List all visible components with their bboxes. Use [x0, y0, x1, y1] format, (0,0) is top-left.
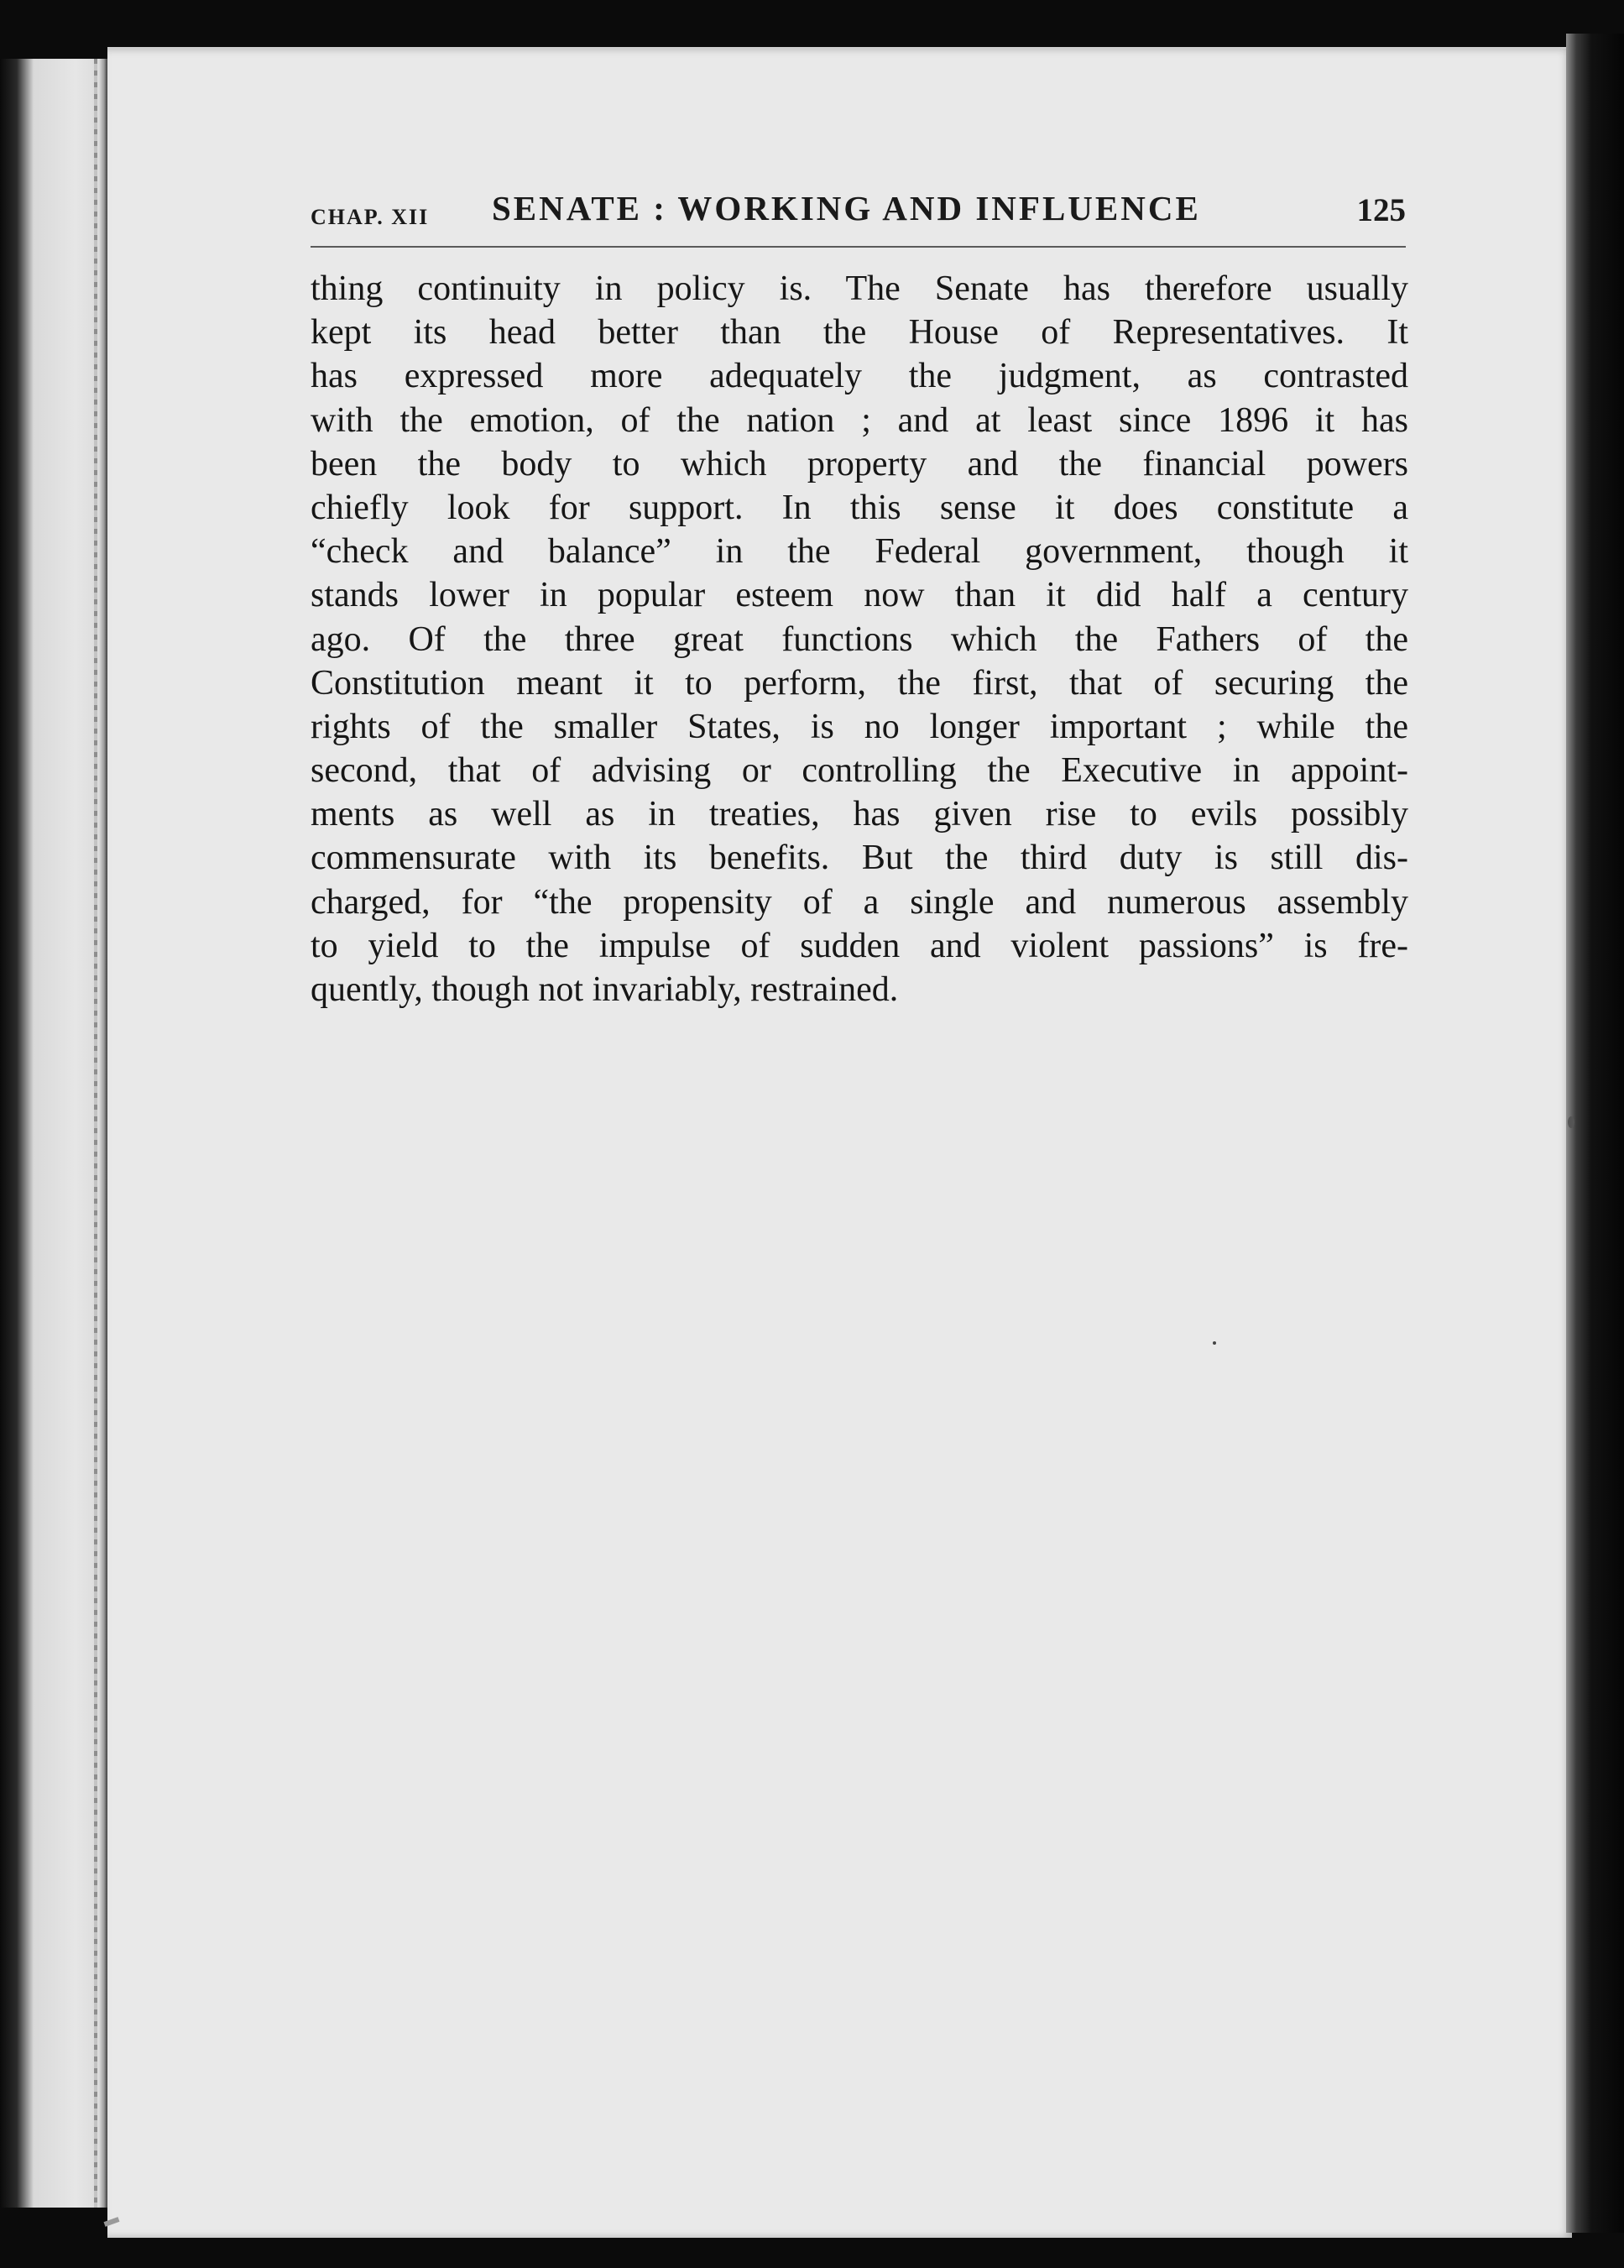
- text-line: been the body to which property and the financial powers: [311, 444, 1408, 483]
- text-line: kept its head better than the House of Representatives. It: [311, 313, 1408, 353]
- binding-shadow: [1566, 34, 1624, 2233]
- text-line: chiefly look for support. In this sense it does constitute a: [311, 488, 1408, 527]
- text-line: ments as well as in treaties, has given rise to evils possibly: [311, 795, 1408, 834]
- text-line: quently, though not invariably, restrained.: [311, 970, 899, 1009]
- text-line: charged, for “the propensity of a single and numerous assembly: [311, 882, 1408, 922]
- text-line: rights of the smaller States, is no longer important ; while the: [311, 707, 1408, 746]
- scan-speck: [1568, 1116, 1574, 1128]
- text-line: has expressed more adequately the judgment, as contrasted: [311, 357, 1408, 396]
- body-paragraph: [311, 267, 1408, 1011]
- text-line: second, that of advising or controlling the Executive in appoint-: [311, 751, 1408, 791]
- scan-speck: [1213, 1341, 1216, 1345]
- text-line: to yield to the impulse of sudden and violent passions” is fre-: [311, 926, 1408, 965]
- text-line: Constitution meant it to perform, the first, that of securing the: [311, 663, 1408, 703]
- facing-page-edge: [0, 59, 107, 2208]
- text-line: thing continuity in policy is. The Senate has therefore usually: [311, 269, 1408, 308]
- text-line: stands lower in popular esteem now than it did half a century: [311, 576, 1408, 615]
- header-rule: [311, 246, 1406, 248]
- page-number: 125: [1356, 192, 1406, 228]
- text-line: with the emotion, of the nation ; and at least since 1896 it has: [311, 400, 1408, 440]
- running-head: [311, 188, 1406, 235]
- text-line: “check and balance” in the Federal government, though it: [311, 532, 1408, 572]
- running-title: SENATE : WORKING AND INFLUENCE: [492, 189, 1201, 227]
- chapter-label: CHAP. XII: [311, 205, 430, 229]
- text-line: commensurate with its benefits. But the third duty is still dis-: [311, 839, 1408, 878]
- text-line: ago. Of the three great functions which the Fathers of the: [311, 619, 1408, 659]
